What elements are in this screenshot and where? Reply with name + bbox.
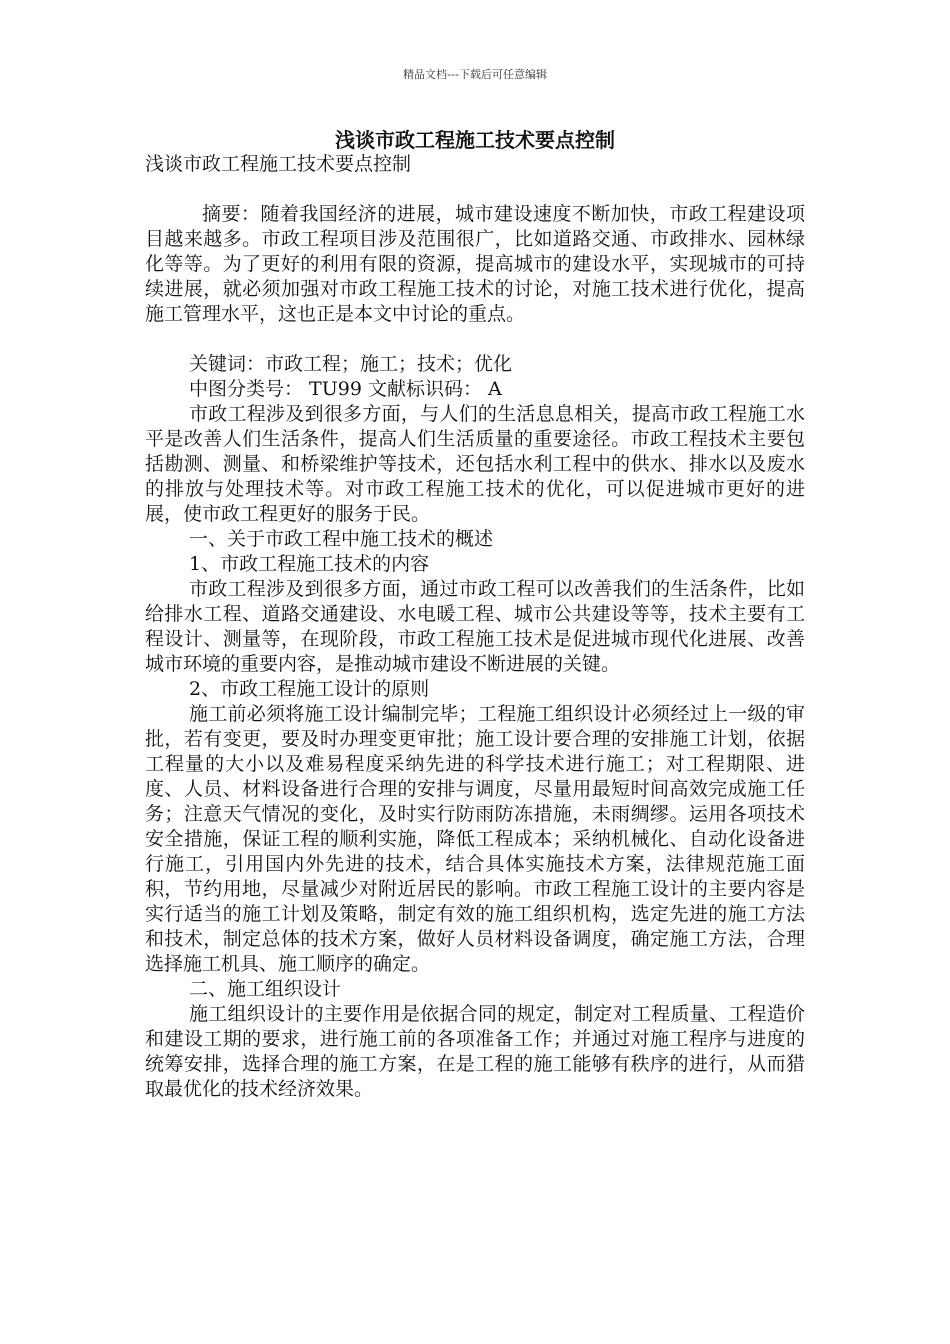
section-1-heading: 一、关于市政工程中施工技术的概述 — [189, 528, 494, 550]
subtitle: 浅谈市政工程施工技术要点控制 — [145, 153, 412, 175]
section-1-1-heading: 1、市政工程施工技术的内容 — [189, 553, 430, 575]
section-1-2-paragraph: 施工前必须将施工设计编制完毕；工程施工组织设计必须经过上一级的审批，若有变更，要及时办理变更审批；施工设计要合理的安排施工计划，依据工程量的大小以及难易程度采纳先进的科学技术进行施工；对工程期限、进度、人员、材料设备进行合理的安排与调度，尽量用最短时间高效完成施工任务；注意天气情况的变化，及时实行防雨防冻措施，未雨绸缪。运用各项技术安全措施，保证工程的顺利实施，降低工程成本；采纳机械化、自动化设备进行施工，引用国内外先进的技术，结合具体实施技术方案，法律规范施工面积，节约用地，尽量减少对附近居民的影响。市政工程施工设计的主要内容是实行适当的施工计划及策略，制定有效的施工组织机构，选定先进的施工方法和技术，制定总体的技术方案，做好人员材料设备调度，确定施工方法，合理选择施工机具、施工顺序的确定。 — [145, 703, 805, 975]
header-note: 精品文档---下载后可任意编辑 — [403, 68, 547, 81]
document-body — [145, 152, 805, 1102]
keywords-line: 关键词：市政工程；施工；技术；优化 — [189, 353, 513, 375]
intro-paragraph: 市政工程涉及到很多方面，与人们的生活息息相关，提高市政工程施工水平是改善人们生活条件，提高人们生活质量的重要途径。市政工程技术主要包括勘测、测量、和桥梁维护等技术，还包括水利工程中的供水、排水以及废水的排放与处理技术等。对市政工程施工技术的优化，可以促进城市更好的进展，使市政工程更好的服务于民。 — [145, 403, 805, 525]
page-title: 浅谈市政工程施工技术要点控制 — [335, 128, 615, 152]
classification-line: 中图分类号： TU99 文献标识码： A — [189, 378, 502, 400]
section-1-1-paragraph: 市政工程涉及到很多方面，通过市政工程可以改善我们的生活条件，比如给排水工程、道路交通建设、水电暖工程、城市公共建设等等，技术主要有工程设计、测量等，在现阶段，市政工程施工技术是促进城市现代化进展、改善城市环境的重要内容，是推动城市建设不断进展的关键。 — [145, 578, 805, 675]
abstract-paragraph: 摘要：随着我国经济的进展，城市建设速度不断加快，市政工程建设项目越来越多。市政工程项目涉及范围很广，比如道路交通、市政排水、园林绿化等等。为了更好的利用有限的资源，提高城市的建设水平，实现城市的可持续进展，就必须加强对市政工程施工技术的讨论，对施工技术进行优化，提高施工管理水平，这也正是本文中讨论的重点。 — [145, 203, 805, 325]
section-2-heading: 二、施工组织设计 — [189, 978, 342, 1000]
section-1-2-heading: 2、市政工程施工设计的原则 — [189, 678, 430, 700]
section-2-paragraph: 施工组织设计的主要作用是依据合同的规定，制定对工程质量、工程造价和建设工期的要求，进行施工前的各项准备工作；并通过对施工程序与进度的统筹安排，选择合理的施工方案，在是工程的施工能够有秩序的进行，从而猎取最优化的技术经济效果。 — [145, 1003, 805, 1100]
